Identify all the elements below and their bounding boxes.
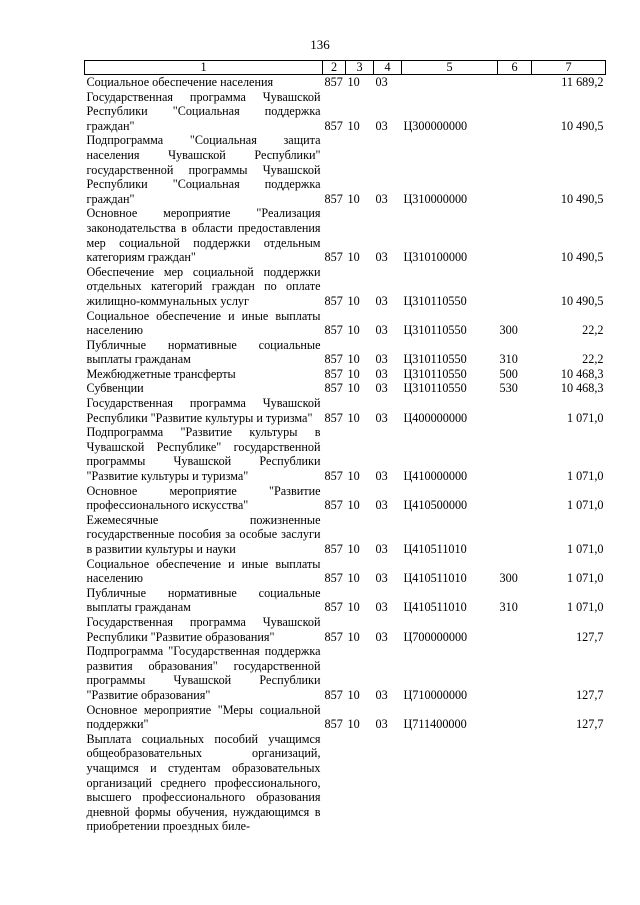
row-target-code: Ц410511010 [403,571,467,586]
row-subsection: 03 [375,717,388,732]
row-target-code: Ц310100000 [403,250,468,265]
row-expense-type [498,206,532,264]
row-subsection: 03 [375,600,388,615]
row-subsection: 03 [375,410,388,425]
row-amount: 22,2 [582,323,604,338]
row-subsection: 03 [375,75,388,89]
row-amount: 1 071,0 [566,542,604,556]
row-section: 10 [347,571,360,586]
row-name: Социальное обеспечение населения [86,75,274,89]
row-name: Социальное обеспечение и иные выплаты населению [86,556,321,586]
table-row [85,75,606,90]
row-section: 10 [347,542,360,556]
row-name: Публичные нормативные социальные выплаты гражданам [86,337,321,367]
row-target-code: Ц310000000 [403,191,468,206]
row-target-code: Ц310110550 [403,323,467,338]
row-ministry: 857 [324,717,343,732]
row-expense-type [498,396,532,425]
row-name: Основное мероприятие "Реализация законодательства в области предоставления мер социальной поддержки отдельным категориям граждан" [86,206,321,265]
table-row [85,265,606,309]
row-expense-type [498,703,532,732]
row-ministry: 857 [324,469,343,484]
row-name: Социальное обеспечение и иные выплаты населению [86,308,321,338]
row-target-code: Ц410511010 [403,600,467,615]
row-section: 10 [347,717,360,732]
row-section: 10 [347,410,360,425]
row-ministry: 857 [324,191,343,206]
row-subsection: 03 [375,323,388,338]
row-expense-type: 300 [499,323,518,338]
row-expense-type [498,133,532,206]
table-row [85,513,606,557]
row-section: 10 [347,323,360,338]
row-name: Государственная программа Чувашской Республики "Развитие образования" [86,614,321,644]
page-number: 136 [310,37,330,52]
table-row [85,381,606,396]
header-col-1: 1 [85,61,323,75]
row-amount: 10 490,5 [560,118,604,133]
row-subsection: 03 [375,118,388,133]
row-name: Основное мероприятие "Меры социальной поддержки" [86,702,321,732]
row-amount: 22,2 [582,352,604,367]
row-target-code: Ц300000000 [403,118,468,133]
table-row [85,703,606,732]
header-row [85,61,606,75]
row-target-code: Ц700000000 [403,629,468,644]
row-expense-type [498,644,532,702]
row-expense-type [498,484,532,513]
row-name: Ежемесячные пожизненные государственные пособия за особые заслуги в развитии культуры и науки [86,512,321,556]
table-row [85,367,606,382]
row-target-code: Ц410511010 [403,542,467,556]
row-section: 10 [347,498,360,513]
row-expense-type [498,732,532,834]
row-amount: 127,7 [576,629,604,644]
row-name: Государственная программа Чувашской Республики "Социальная поддержка граждан" [86,89,321,133]
row-name: Основное мероприятие "Развитие профессионального искусства" [86,483,321,513]
row-expense-type [498,615,532,644]
row-subsection: 03 [375,687,388,702]
table-row [85,557,606,586]
row-ministry: 857 [324,323,343,338]
table-row [85,425,606,483]
row-name: Межбюджетные трансферты [86,366,236,381]
row-subsection: 03 [375,366,388,381]
row-amount: 1 071,0 [566,410,604,425]
row-name: Подпрограмма "Государственная поддержка развития образования" государственной программы Чувашской Республики "Развитие образования" [86,644,321,702]
row-ministry: 857 [324,410,343,425]
row-subsection: 03 [375,542,388,556]
row-ministry: 857 [324,571,343,586]
row-amount: 1 071,0 [566,600,604,615]
row-amount: 10 490,5 [560,250,604,265]
table-row [85,644,606,702]
row-amount: 10 468,3 [560,381,604,396]
table-row [85,90,606,134]
row-ministry: 857 [324,366,343,381]
row-target-code: Ц710000000 [403,687,468,702]
row-ministry: 857 [324,542,343,556]
table-row [85,338,606,367]
row-ministry: 857 [324,250,343,265]
row-name: Субвенции [86,381,144,396]
row-section: 10 [347,75,360,89]
header-col-3: 3 [346,61,374,75]
table-row [85,732,606,834]
row-name: Публичные нормативные социальные выплаты гражданам [86,585,321,615]
table-row [85,309,606,338]
row-expense-type [498,425,532,483]
table-row [85,206,606,264]
header-col-6: 6 [498,61,532,75]
row-target-code: Ц310110550 [403,366,467,381]
row-target-code [402,75,498,90]
row-expense-type [498,513,532,557]
row-target-code [402,732,498,834]
row-subsection [374,732,402,834]
row-section: 10 [347,687,360,702]
budget-table [84,60,606,834]
row-section: 10 [347,629,360,644]
row-subsection: 03 [375,381,388,396]
row-amount: 127,7 [576,687,604,702]
table-row [85,615,606,644]
row-target-code: Ц310110550 [403,352,467,367]
header-col-4: 4 [374,61,402,75]
row-section: 10 [347,600,360,615]
row-subsection: 03 [375,469,388,484]
row-subsection: 03 [375,498,388,513]
row-ministry: 857 [324,687,343,702]
table-row [85,396,606,425]
row-amount: 10 468,3 [560,366,604,381]
row-target-code: Ц711400000 [403,717,467,732]
row-expense-type: 500 [499,366,518,381]
row-ministry: 857 [324,75,343,89]
row-amount: 1 071,0 [566,498,604,513]
table-row [85,133,606,206]
row-section: 10 [347,381,360,396]
row-section: 10 [347,352,360,367]
row-expense-type [498,75,532,90]
row-target-code: Ц400000000 [403,410,468,425]
row-target-code: Ц310110550 [403,381,467,396]
row-ministry: 857 [324,498,343,513]
table-row [85,484,606,513]
row-subsection: 03 [375,293,388,308]
header-col-7: 7 [532,61,606,75]
row-expense-type: 310 [499,600,518,615]
row-expense-type: 310 [499,352,518,367]
row-ministry: 857 [324,381,343,396]
row-subsection: 03 [375,250,388,265]
row-ministry [323,732,346,834]
row-subsection: 03 [375,629,388,644]
row-amount: 11 689,2 [561,75,604,89]
row-subsection: 03 [375,191,388,206]
row-expense-type [498,90,532,134]
row-amount [532,732,606,834]
row-ministry: 857 [324,600,343,615]
row-section: 10 [347,293,360,308]
row-expense-type: 530 [499,381,518,396]
row-name: Подпрограмма "Социальная защита населения Чувашской Республики" государственной программы Чувашской Республики "Социальная поддержка граждан" [86,133,321,206]
row-section: 10 [347,191,360,206]
row-subsection: 03 [375,571,388,586]
row-amount: 10 490,5 [560,293,604,308]
header-col-2: 2 [323,61,346,75]
row-ministry: 857 [324,352,343,367]
row-ministry: 857 [324,293,343,308]
header-col-5: 5 [402,61,498,75]
row-subsection: 03 [375,352,388,367]
row-section: 10 [347,366,360,381]
row-expense-type [498,265,532,309]
row-name: Подпрограмма "Развитие культуры в Чувашской Республике" государственной программы Чувашской Республики "Развитие культуры и туризма" [86,425,321,484]
row-name: Обеспечение мер социальной поддержки отдельных категорий граждан по оплате жилищно-коммунальных услуг [86,264,321,308]
row-name: Государственная программа Чувашской Республики "Развитие культуры и туризма" [86,396,321,425]
row-amount: 1 071,0 [566,469,604,484]
row-section: 10 [347,469,360,484]
row-amount: 10 490,5 [560,191,604,206]
row-expense-type: 300 [499,571,518,586]
row-section [346,732,374,834]
row-amount: 1 071,0 [566,571,604,586]
row-amount: 127,7 [576,717,604,732]
row-section: 10 [347,118,360,133]
row-section: 10 [347,250,360,265]
row-ministry: 857 [324,629,343,644]
row-ministry: 857 [324,118,343,133]
row-target-code: Ц410000000 [403,469,468,484]
row-target-code: Ц410500000 [403,498,468,513]
row-name: Выплата социальных пособий учащимся общеобразовательных организаций, учащимся и студентам образовательных организаций среднего профессионального, высшего профессионального образования дневной формы обучения, нуждающимся в приобретении проездных биле- [86,731,321,834]
row-target-code: Ц310110550 [403,293,467,308]
table-row [85,586,606,615]
